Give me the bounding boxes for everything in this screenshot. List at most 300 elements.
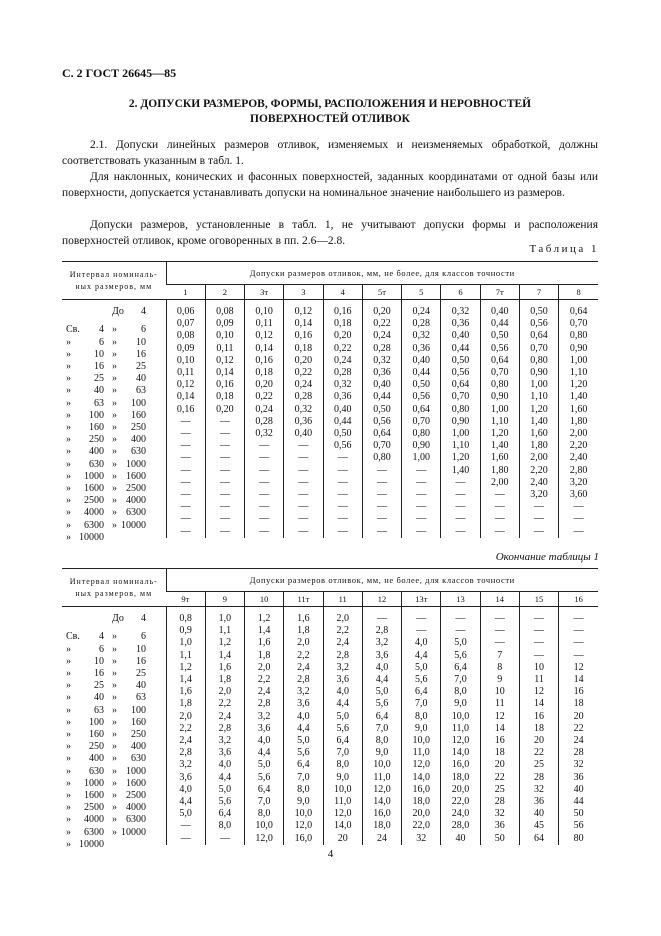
tolerance-value-cell: 1,00 <box>519 379 558 391</box>
interval-sv: » <box>66 777 71 789</box>
page-number: 4 <box>327 848 334 860</box>
interval-sv: » <box>66 728 71 740</box>
tolerance-value-cell: 20,0 <box>402 808 441 820</box>
tolerance-value-cell: 4,4 <box>323 698 362 710</box>
tolerance-value-cell: 11 <box>480 698 519 710</box>
table-row <box>62 501 598 513</box>
tolerance-value-cell: 1,8 <box>284 625 323 637</box>
tolerance-value-cell: 16,0 <box>362 808 401 820</box>
tolerance-value-cell: 2,4 <box>323 637 362 649</box>
section-title-line-1: 2. ДОПУСКИ РАЗМЕРОВ, ФОРМЫ, РАСПОЛОЖЕНИЯ И НЕРОВНОСТЕЙ <box>128 98 532 110</box>
tolerance-value-cell: 0,32 <box>441 300 480 319</box>
size-interval-cell <box>62 526 166 543</box>
tolerance-value-cell: 9,0 <box>362 747 401 759</box>
tolerance-value-cell: 0,50 <box>441 355 480 367</box>
tolerance-value-cell: — <box>245 452 284 464</box>
tolerance-value-cell: 10,0 <box>362 759 401 771</box>
tolerance-value-cell: 0,18 <box>323 318 362 330</box>
size-interval-cell <box>62 428 166 446</box>
tolerance-value-cell: 4,0 <box>284 711 323 723</box>
tolerance-value-cell: 36 <box>480 820 519 832</box>
interval-from: 630 <box>89 458 104 470</box>
tolerance-value-cell: 16,0 <box>441 759 480 771</box>
tolerance-value-cell: 9,0 <box>323 772 362 784</box>
tolerance-value-cell: 0,18 <box>245 367 284 379</box>
tolerance-value-cell: 1,10 <box>441 440 480 452</box>
tolerance-value-cell: 1,4 <box>245 625 284 637</box>
interval-to: 6 <box>141 631 146 643</box>
accuracy-class-header: 3т <box>245 285 284 300</box>
tolerance-value-cell: 12,0 <box>284 820 323 832</box>
tolerance-value-cell: — <box>245 440 284 452</box>
tolerance-value-cell: 4,0 <box>166 784 205 796</box>
interval-from: 6 <box>99 336 104 348</box>
tolerance-value-cell: 10 <box>480 686 519 698</box>
tolerance-value-cell: 3,6 <box>205 747 244 759</box>
interval-to: 25 <box>136 360 146 372</box>
tolerance-value-cell: 6,4 <box>362 711 401 723</box>
size-interval-cell <box>62 820 166 838</box>
tolerance-value-cell: 32 <box>480 808 519 820</box>
tolerance-value-cell: 16,0 <box>284 833 323 845</box>
tolerance-value-cell: 11 <box>519 674 558 686</box>
size-interval-cell <box>62 465 166 482</box>
tolerance-value-cell: 0,24 <box>362 330 401 342</box>
tolerance-value-cell: — <box>402 625 441 637</box>
tolerance-value-cell: 20 <box>519 735 558 747</box>
interval-sep: » <box>112 667 117 679</box>
tolerance-value-cell: — <box>166 513 205 525</box>
interval-from: 40 <box>94 692 104 704</box>
table-row <box>62 367 598 379</box>
tolerance-value-cell: 3,20 <box>559 477 598 489</box>
tolerance-value-cell: 32 <box>519 784 558 796</box>
tolerance-value-cell: 0,36 <box>362 367 401 379</box>
tolerance-value-cell: 8,0 <box>362 735 401 747</box>
tolerance-value-cell: 20 <box>559 711 598 723</box>
tolerance-value-cell: 0,24 <box>402 300 441 319</box>
tolerance-value-cell: 28,0 <box>441 820 480 832</box>
interval-sv: » <box>66 397 71 409</box>
tolerance-value-cell: 1,8 <box>166 698 205 710</box>
interval-from: 1600 <box>84 482 104 494</box>
tolerance-value-cell: 18 <box>480 747 519 759</box>
table-row <box>62 759 598 771</box>
interval-from: 1600 <box>84 789 104 801</box>
interval-sep: » <box>112 373 117 385</box>
tolerance-value-cell: 0,16 <box>284 330 323 342</box>
tolerance-value-cell: 0,80 <box>362 452 401 464</box>
table-row <box>62 477 598 489</box>
tolerance-value-cell: 0,40 <box>480 300 519 319</box>
interval-sv: » <box>66 336 71 348</box>
tolerance-value-cell: 1,60 <box>519 428 558 440</box>
tolerance-value-cell: 32 <box>559 759 598 771</box>
tolerance-value-cell: 0,28 <box>402 318 441 330</box>
tolerance-value-cell: 28 <box>519 772 558 784</box>
size-interval-cell <box>62 772 166 789</box>
interval-sv: » <box>66 360 71 372</box>
tolerance-value-cell: 0,64 <box>480 355 519 367</box>
tolerance-value-cell: 4,4 <box>245 747 284 759</box>
table-row <box>62 416 598 428</box>
interval-to: 1000 <box>126 765 146 777</box>
tolerance-value-cell: 0,40 <box>323 404 362 416</box>
tolerance-value-cell: — <box>166 820 205 832</box>
tolerance-value-cell: 5,6 <box>323 723 362 735</box>
interval-sv: Св. <box>66 324 80 336</box>
tolerance-value-cell: 0,90 <box>559 343 598 355</box>
table-row <box>62 747 598 759</box>
tolerance-value-cell: 1,00 <box>441 428 480 440</box>
tolerance-value-cell: 3,2 <box>323 662 362 674</box>
tolerance-value-cell: 0,16 <box>323 300 362 319</box>
tolerance-value-cell: 1,2 <box>205 637 244 649</box>
interval-to: 4000 <box>126 802 146 814</box>
interval-from: 160 <box>89 421 104 433</box>
interval-sep: » <box>112 704 117 716</box>
table-row <box>62 300 598 319</box>
tolerance-value-cell: — <box>559 625 598 637</box>
tolerance-value-cell: 0,44 <box>402 367 441 379</box>
table-row <box>62 674 598 686</box>
interval-sv: » <box>66 789 71 801</box>
tolerance-value-cell: 0,70 <box>559 318 598 330</box>
table-row <box>62 318 598 330</box>
tolerance-value-cell: — <box>166 477 205 489</box>
tolerance-value-cell: — <box>362 501 401 513</box>
interval-from: 2500 <box>84 802 104 814</box>
interval-from: 100 <box>89 409 104 421</box>
interval-from: 160 <box>89 728 104 740</box>
interval-sv: » <box>66 470 71 482</box>
table-row <box>62 452 598 464</box>
tolerance-value-cell: 4,0 <box>245 735 284 747</box>
tolerance-value-cell: 12 <box>519 686 558 698</box>
tolerance-value-cell: 28 <box>480 796 519 808</box>
size-interval-cell <box>62 698 166 716</box>
tolerance-value-cell: — <box>559 607 598 626</box>
table-row <box>62 526 598 538</box>
accuracy-class-header: 7 <box>519 285 558 300</box>
size-interval-cell <box>62 404 166 421</box>
tolerance-group-header: Допуски размеров отливок, мм, не более, для классов точности <box>166 569 598 592</box>
tolerance-value-cell: 11,0 <box>362 772 401 784</box>
interval-to: 40 <box>136 680 146 692</box>
interval-from: 6300 <box>84 826 104 838</box>
interval-sv: » <box>66 446 71 458</box>
tolerance-value-cell: 10,0 <box>245 820 284 832</box>
tolerance-value-cell: 0,56 <box>441 367 480 379</box>
table-row <box>62 796 598 808</box>
tolerance-value-cell: 0,70 <box>441 391 480 403</box>
interval-from: 1000 <box>84 470 104 482</box>
tolerance-value-cell: — <box>284 440 323 452</box>
accuracy-class-header: 9т <box>166 592 205 607</box>
tolerance-value-cell: 1,20 <box>559 379 598 391</box>
tolerance-value-cell: — <box>323 452 362 464</box>
accuracy-class-header: 2 <box>205 285 244 300</box>
interval-sv: » <box>66 495 71 507</box>
tolerance-value-cell: 22 <box>519 747 558 759</box>
tolerance-value-cell: 5,0 <box>205 784 244 796</box>
tolerance-value-cell: 2,00 <box>519 452 558 464</box>
tolerance-value-cell: — <box>402 465 441 477</box>
tolerance-value-cell: — <box>166 416 205 428</box>
interval-to: 6 <box>141 324 146 336</box>
interval-from: 63 <box>94 397 104 409</box>
tolerance-value-cell: 2,4 <box>245 686 284 698</box>
tolerance-value-cell: 2,8 <box>362 625 401 637</box>
interval-from: 10 <box>94 655 104 667</box>
interval-to: 10 <box>136 336 146 348</box>
interval-sv: » <box>66 348 71 360</box>
tolerance-value-cell: 5,6 <box>441 650 480 662</box>
interval-sep: » <box>112 802 117 814</box>
interval-to: 4 <box>141 306 146 317</box>
tolerance-value-cell: 25 <box>519 759 558 771</box>
interval-sv: » <box>66 531 71 543</box>
interval-to: 6300 <box>126 814 146 826</box>
interval-to: 160 <box>131 716 146 728</box>
interval-sep: » <box>112 434 117 446</box>
tolerance-value-cell: — <box>402 477 441 489</box>
tolerance-value-cell: — <box>519 526 558 538</box>
tolerance-value-cell: 0,40 <box>441 330 480 342</box>
tolerance-value-cell: 16 <box>559 686 598 698</box>
tolerance-value-cell: 1,4 <box>166 674 205 686</box>
size-interval-cell <box>62 759 166 777</box>
tolerance-value-cell: 0,22 <box>362 318 401 330</box>
size-interval-cell <box>62 300 166 319</box>
tolerance-value-cell: 2,00 <box>559 428 598 440</box>
tolerance-value-cell: 14,0 <box>441 747 480 759</box>
tolerance-value-cell: 0,56 <box>519 318 558 330</box>
interval-sep: » <box>112 728 117 740</box>
tolerance-value-cell: — <box>284 513 323 525</box>
tolerance-value-cell: 0,50 <box>519 300 558 319</box>
interval-sep: » <box>112 446 117 458</box>
table-row <box>62 662 598 674</box>
tolerance-value-cell: 2,4 <box>205 711 244 723</box>
tolerance-value-cell: 18,0 <box>441 772 480 784</box>
tolerance-value-cell: 0,56 <box>362 416 401 428</box>
interval-sep: » <box>112 470 117 482</box>
tolerance-value-cell: 3,2 <box>205 735 244 747</box>
table-row <box>62 355 598 367</box>
interval-to: 100 <box>131 397 146 409</box>
interval-sv: » <box>66 802 71 814</box>
tolerance-value-cell: — <box>166 489 205 501</box>
tolerance-value-cell: 0,56 <box>323 440 362 452</box>
tolerance-value-cell: 2,0 <box>245 662 284 674</box>
tolerance-value-cell: — <box>323 489 362 501</box>
tolerance-value-cell: 8,0 <box>245 808 284 820</box>
tolerance-value-cell: 10,0 <box>441 711 480 723</box>
tolerance-value-cell: 2,8 <box>284 674 323 686</box>
interval-header-line-2: ных размеров, мм <box>75 588 153 598</box>
tolerance-value-cell: 0,11 <box>166 367 205 379</box>
table-row <box>62 820 598 832</box>
tolerance-value-cell: 0,90 <box>402 440 441 452</box>
table-row <box>62 808 598 820</box>
tolerance-value-cell: 2,40 <box>559 452 598 464</box>
tolerance-value-cell: 0,14 <box>245 343 284 355</box>
tolerance-value-cell: — <box>402 513 441 525</box>
tolerance-value-cell: 0,12 <box>245 330 284 342</box>
tolerance-value-cell: 0,64 <box>441 379 480 391</box>
tolerance-value-cell: 1,2 <box>166 662 205 674</box>
interval-from: 1000 <box>84 777 104 789</box>
tolerance-value-cell: 2,8 <box>205 723 244 735</box>
tolerance-value-cell: 0,50 <box>402 379 441 391</box>
tolerance-value-cell: 2,0 <box>205 686 244 698</box>
size-interval-cell <box>62 416 166 433</box>
interval-sv: » <box>66 753 71 765</box>
interval-from: 4 <box>99 631 104 643</box>
tolerance-value-cell: — <box>245 465 284 477</box>
tolerance-value-cell: 5,6 <box>245 772 284 784</box>
tolerance-value-cell: 0,50 <box>323 428 362 440</box>
tolerance-value-cell: — <box>284 501 323 513</box>
tolerance-value-cell: 0,32 <box>402 330 441 342</box>
tolerance-value-cell: 1,1 <box>205 625 244 637</box>
tolerance-value-cell: 18,0 <box>362 820 401 832</box>
tolerance-value-cell: 14 <box>480 723 519 735</box>
tolerance-value-cell: 56 <box>559 820 598 832</box>
tolerance-value-cell: 1,40 <box>480 440 519 452</box>
interval-header-line-2: ных размеров, мм <box>75 281 153 291</box>
tolerance-value-cell: — <box>166 465 205 477</box>
tolerance-value-cell: 1,8 <box>205 674 244 686</box>
tolerance-value-cell: 1,0 <box>205 607 244 626</box>
tolerance-value-cell: 0,12 <box>284 300 323 319</box>
tolerance-value-cell: 0,32 <box>284 404 323 416</box>
tolerance-value-cell: 2,4 <box>166 735 205 747</box>
interval-sep: » <box>112 655 117 667</box>
tolerance-value-cell: 1,2 <box>245 607 284 626</box>
size-interval-cell <box>62 440 166 458</box>
size-interval-cell <box>62 367 166 385</box>
table-1-caption: Таблица 1 <box>529 243 599 255</box>
tolerance-value-cell: 10,0 <box>402 735 441 747</box>
interval-from: 100 <box>89 716 104 728</box>
tolerance-value-cell: 7,0 <box>323 747 362 759</box>
interval-header-line-1: Интервал номиналь- <box>69 269 158 279</box>
size-interval-cell <box>62 607 166 626</box>
tolerance-value-cell: 3,6 <box>323 674 362 686</box>
tolerance-value-cell: — <box>284 526 323 538</box>
interval-from: 4000 <box>84 507 104 519</box>
tolerance-value-cell: 3,6 <box>284 698 323 710</box>
tolerance-value-cell: 1,80 <box>480 465 519 477</box>
tolerance-value-cell: 11,0 <box>441 723 480 735</box>
tolerance-value-cell: — <box>519 501 558 513</box>
tolerance-value-cell: 4,4 <box>205 772 244 784</box>
tolerance-value-cell: — <box>205 513 244 525</box>
interval-to: 63 <box>136 692 146 704</box>
tolerance-value-cell: 6,4 <box>323 735 362 747</box>
tolerance-value-cell: 14 <box>519 698 558 710</box>
interval-sv: » <box>66 838 71 850</box>
tolerance-value-cell: — <box>480 526 519 538</box>
table-1-continuation-caption: Окончание таблицы 1 <box>495 551 599 563</box>
tolerance-value-cell: 14,0 <box>402 772 441 784</box>
tolerance-value-cell: — <box>559 526 598 538</box>
size-interval-cell <box>62 477 166 494</box>
tolerance-value-cell: 2,2 <box>245 674 284 686</box>
tolerance-value-cell: — <box>480 513 519 525</box>
tolerance-value-cell: 5,0 <box>362 686 401 698</box>
tolerance-value-cell: 3,20 <box>519 489 558 501</box>
tolerance-value-cell: 50 <box>480 833 519 845</box>
tolerance-value-cell: 28 <box>559 747 598 759</box>
tolerance-value-cell: 0,70 <box>362 440 401 452</box>
interval-sv: » <box>66 643 71 655</box>
size-interval-cell <box>62 489 166 507</box>
tolerance-value-cell: 0,18 <box>205 391 244 403</box>
size-interval-cell <box>62 662 166 679</box>
tolerance-value-cell: — <box>519 637 558 649</box>
tolerance-value-cell: 0,06 <box>166 300 205 319</box>
interval-from: 10000 <box>79 531 104 543</box>
paragraph-2-1: 2.1. Допуски линейных размеров отливок, изменяемых и неизменяемых обработкой, должны соответствовать указанным в табл. 1. <box>62 139 598 167</box>
tolerance-value-cell: — <box>559 501 598 513</box>
interval-to: 1000 <box>126 458 146 470</box>
tolerance-value-cell: 0,80 <box>559 330 598 342</box>
accuracy-class-header: 3 <box>284 285 323 300</box>
tolerance-value-cell: 2,0 <box>323 607 362 626</box>
tolerance-value-cell: 40 <box>519 808 558 820</box>
interval-from: 400 <box>89 753 104 765</box>
tolerance-value-cell: 1,4 <box>205 650 244 662</box>
tolerance-value-cell: 5,0 <box>284 735 323 747</box>
table-row <box>62 735 598 747</box>
interval-sv: » <box>66 741 71 753</box>
size-interval-cell <box>62 711 166 728</box>
size-interval-cell <box>62 833 166 850</box>
tolerance-value-cell: — <box>205 526 244 538</box>
tolerance-value-cell: 4,4 <box>402 650 441 662</box>
tolerance-value-cell: — <box>402 607 441 626</box>
interval-sep: » <box>112 643 117 655</box>
accuracy-class-header: 11 <box>323 592 362 607</box>
tolerance-value-cell: 22 <box>559 723 598 735</box>
tolerance-value-cell: — <box>323 465 362 477</box>
tolerance-value-cell: 0,50 <box>362 404 401 416</box>
tolerance-value-cell: 0,08 <box>205 300 244 319</box>
tolerance-value-cell: 0,24 <box>245 404 284 416</box>
tolerance-value-cell: 12,0 <box>323 808 362 820</box>
tolerance-value-cell: 5,0 <box>245 759 284 771</box>
interval-to: 10000 <box>121 826 146 838</box>
interval-from: 63 <box>94 704 104 716</box>
interval-to: 400 <box>131 434 146 446</box>
interval-to: 250 <box>131 728 146 740</box>
interval-to: 4 <box>141 613 146 624</box>
tolerance-value-cell: 6,4 <box>284 759 323 771</box>
tolerance-value-cell: 5,0 <box>402 662 441 674</box>
interval-to: 10 <box>136 643 146 655</box>
size-interval-cell <box>62 784 166 801</box>
tolerance-value-cell: 0,44 <box>323 416 362 428</box>
interval-sep: » <box>112 324 117 336</box>
interval-from: 250 <box>89 741 104 753</box>
table-row <box>62 637 598 649</box>
tolerance-value-cell: 3,2 <box>362 637 401 649</box>
tolerance-value-cell: — <box>480 625 519 637</box>
tolerance-value-cell: 4,4 <box>362 674 401 686</box>
